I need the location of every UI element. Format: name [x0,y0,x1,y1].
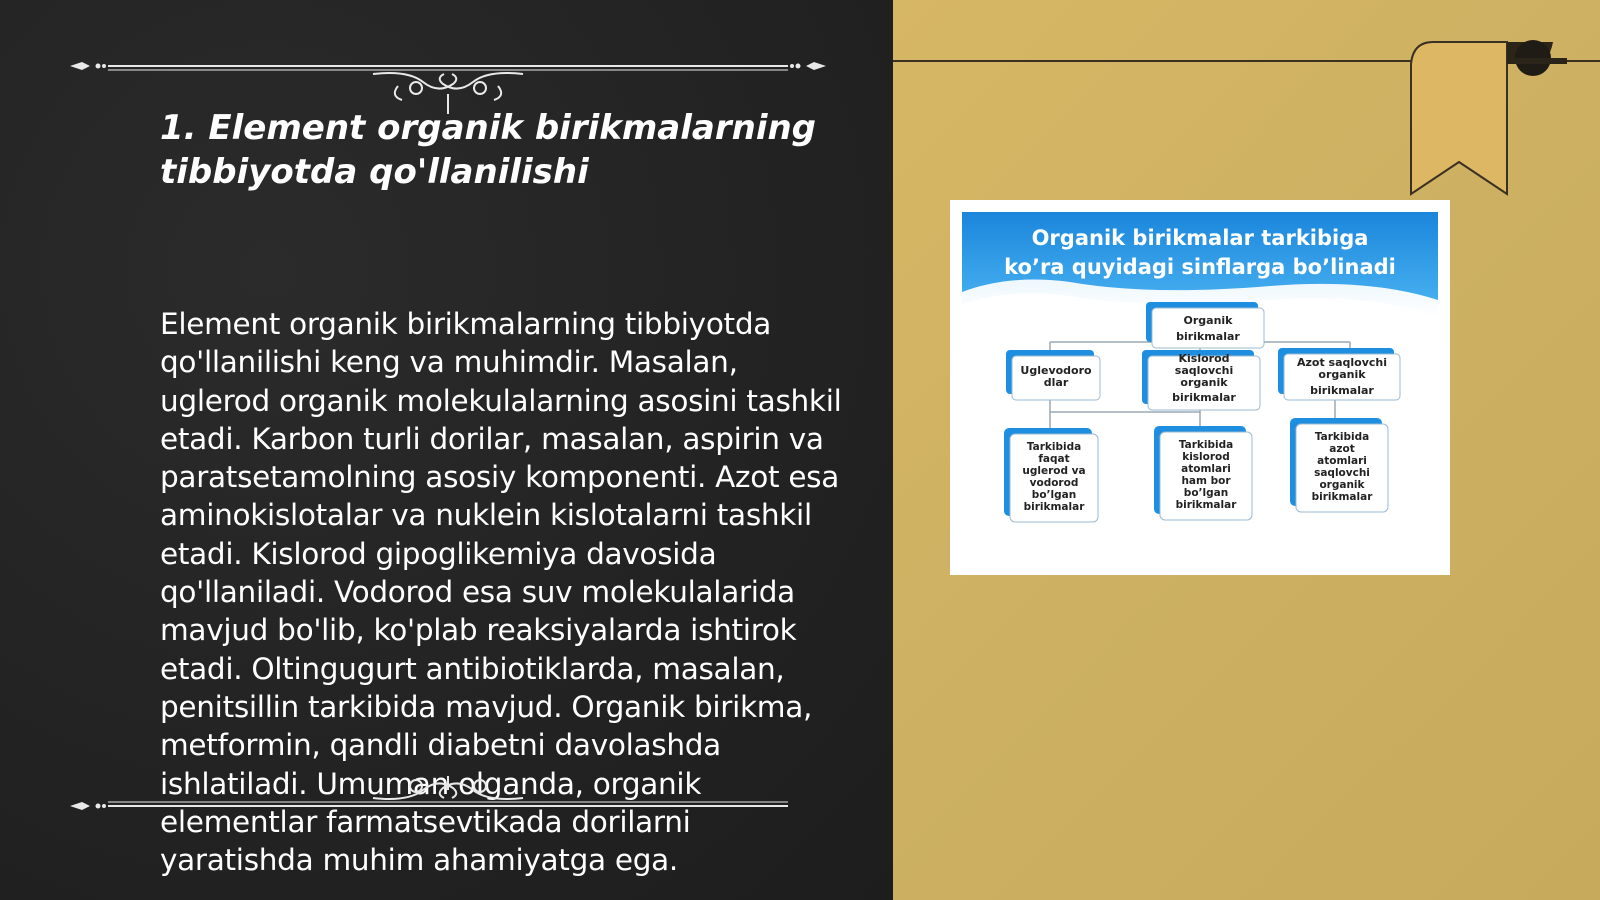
desc2-line4: ham bor [1181,475,1231,487]
desc3-line6: birikmalar [1311,491,1373,503]
desc2-line5: bo’lgan [1183,487,1229,499]
desc1-line6: birikmalar [1023,501,1085,513]
desc3-line5: organik [1319,479,1365,491]
root-label-1: Organik [1183,314,1233,327]
class3-line3: birikmalar [1310,384,1374,397]
root-node [1146,302,1264,348]
desc3-line2: azot [1329,443,1355,455]
class2-line1: Kislorod [1178,352,1230,365]
desc2-line6: birikmalar [1175,499,1237,511]
desc1-line2: faqat [1038,453,1070,465]
class3-line2: organik [1318,368,1366,381]
desc1-line1: Tarkibida [1026,441,1082,453]
class1-line2: dlar [1043,376,1069,389]
slide-title [160,106,840,194]
root-label-2: birikmalar [1176,330,1240,343]
class3-line1: Azot saqlovchi [1296,356,1388,369]
desc1-line3: uglerod va [1022,465,1086,477]
class1-line1: Uglevodoro [1020,364,1092,377]
class2-line2: saqlovchi [1174,364,1234,377]
desc2-line2: kislorod [1182,451,1230,463]
desc3-line1: Tarkibida [1314,431,1370,443]
bookmark-icon [1403,36,1583,206]
body-paragraph: Element organik birikmalarning tibbiyotda qo'llanilishi keng va muhimdir. Masalan, uglerod organik molekulalarning asosini tashkil etadi. Karbon turli dorilar, masalan, aspirin va paratsetamolning asosiy komponenti. Azot esa aminokislotalar va nuklein kislotalarni tashkil etadi. Kislorod gipoglikemiya davosida qo'llaniladi. Vodorod esa suv molekulalarida mavjud bo'lib, ko'plab reaksiyalarda ishtirok etadi. Oltingugurt antibiotiklarda, masalan, penitsillin tarkibida mavjud. Organik birikma, metformin, qandli diabetni davolashda ishlatiladi. Umuman olganda, organik elementlar farmatsevtikada dorilarni yaratishda muhim ahamiyatga ega. [160,307,842,878]
class-node-hydrocarbons [1006,350,1100,400]
desc3-line3: atomlari [1317,455,1367,467]
slide-title-line1: 1. Element organik birikmalarning [160,108,817,148]
slide-title-line2: tibbiyotda qo'llanilishi [160,152,589,192]
desc1-line5: bo’lgan [1031,489,1077,501]
diagram-title-line2: ko’ra quyidagi sinflarga bo’linadi [1004,255,1396,279]
desc2-line3: atomlari [1181,463,1231,475]
diagram-image [950,200,1450,575]
diagram-title-line1: Organik birikmalar tarkibiga [1031,226,1369,250]
bottom-ornament [68,776,828,836]
desc-node-nitrogen [1290,418,1388,512]
desc-node-oxygen [1154,426,1252,520]
desc1-line4: vodorod [1029,477,1079,489]
class-node-nitrogen [1278,348,1400,400]
desc-node-hydrocarbons [1004,428,1098,522]
desc2-line1: Tarkibida [1178,439,1234,451]
class-node-oxygen [1142,350,1260,410]
class2-line3: organik [1180,376,1228,389]
desc3-line4: saqlovchi [1314,467,1370,479]
class2-line4: birikmalar [1172,391,1236,404]
classification-diagram [950,200,1450,575]
